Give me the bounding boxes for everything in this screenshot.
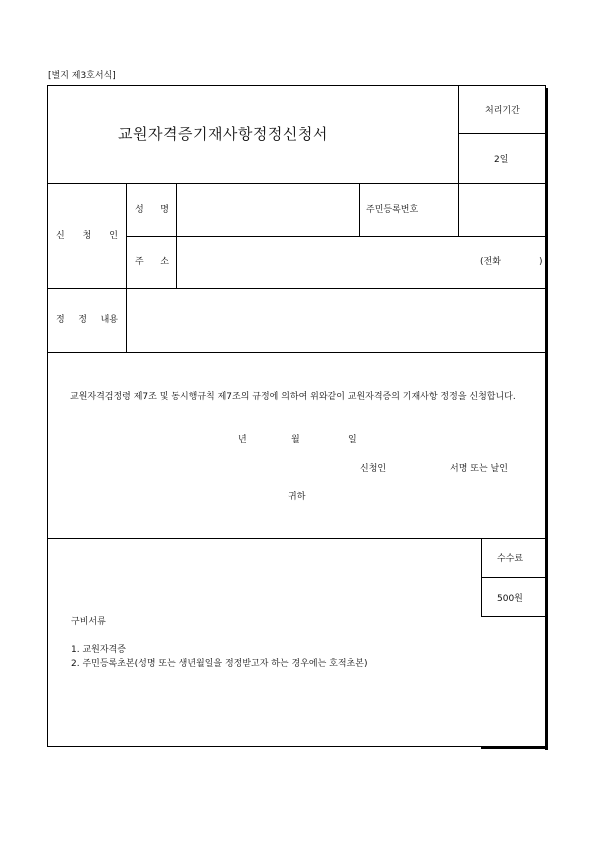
correction-content-field[interactable]: [128, 290, 544, 350]
date-month-label: 월: [291, 435, 300, 445]
resident-number-field[interactable]: [460, 186, 544, 233]
name-label: 성 명: [135, 205, 169, 215]
name-field[interactable]: [178, 186, 356, 233]
frame-shadow-bottom: [481, 746, 548, 749]
form-number: [별지 제3호서식]: [48, 71, 116, 81]
correction-label: 정 정 내용: [56, 315, 118, 325]
form-title: 교원자격증기재사항정정신청서: [118, 125, 328, 143]
date-year-label: 년: [238, 435, 247, 445]
date-day-label: 일: [348, 435, 357, 445]
address-label: 주 소: [135, 257, 169, 267]
processing-period-value: 2일: [494, 155, 509, 165]
applicant-sign-label: 신청인: [360, 464, 387, 474]
fee-label: 수수료: [497, 554, 524, 564]
applicant-section-label: 신 청 인: [56, 231, 118, 241]
phone-label: (전화: [480, 257, 501, 267]
resident-number-label: 주민등록번호: [366, 205, 419, 215]
frame-shadow-right: [545, 88, 548, 750]
addressee: 귀하: [288, 492, 306, 502]
statement-body: 교원자격검정령 제7조 및 동시행규칙 제7조의 규정에 의하여 위와같이 교원자격증의 기재사항 정정을 신청합니다.: [70, 392, 516, 402]
documents-heading: 구비서류: [71, 617, 106, 627]
phone-close-paren: ): [539, 257, 543, 267]
processing-period-label: 처리기간: [485, 106, 520, 116]
fee-value: 500원: [497, 594, 523, 604]
signature-label: 서명 또는 날인: [450, 464, 508, 474]
document-item: 1. 교원자격증: [71, 645, 126, 655]
document-item: 2. 주민등록초본(성명 또는 생년월일을 정정받고자 하는 경우에는 호적초본): [71, 659, 368, 669]
address-field[interactable]: [178, 239, 468, 286]
